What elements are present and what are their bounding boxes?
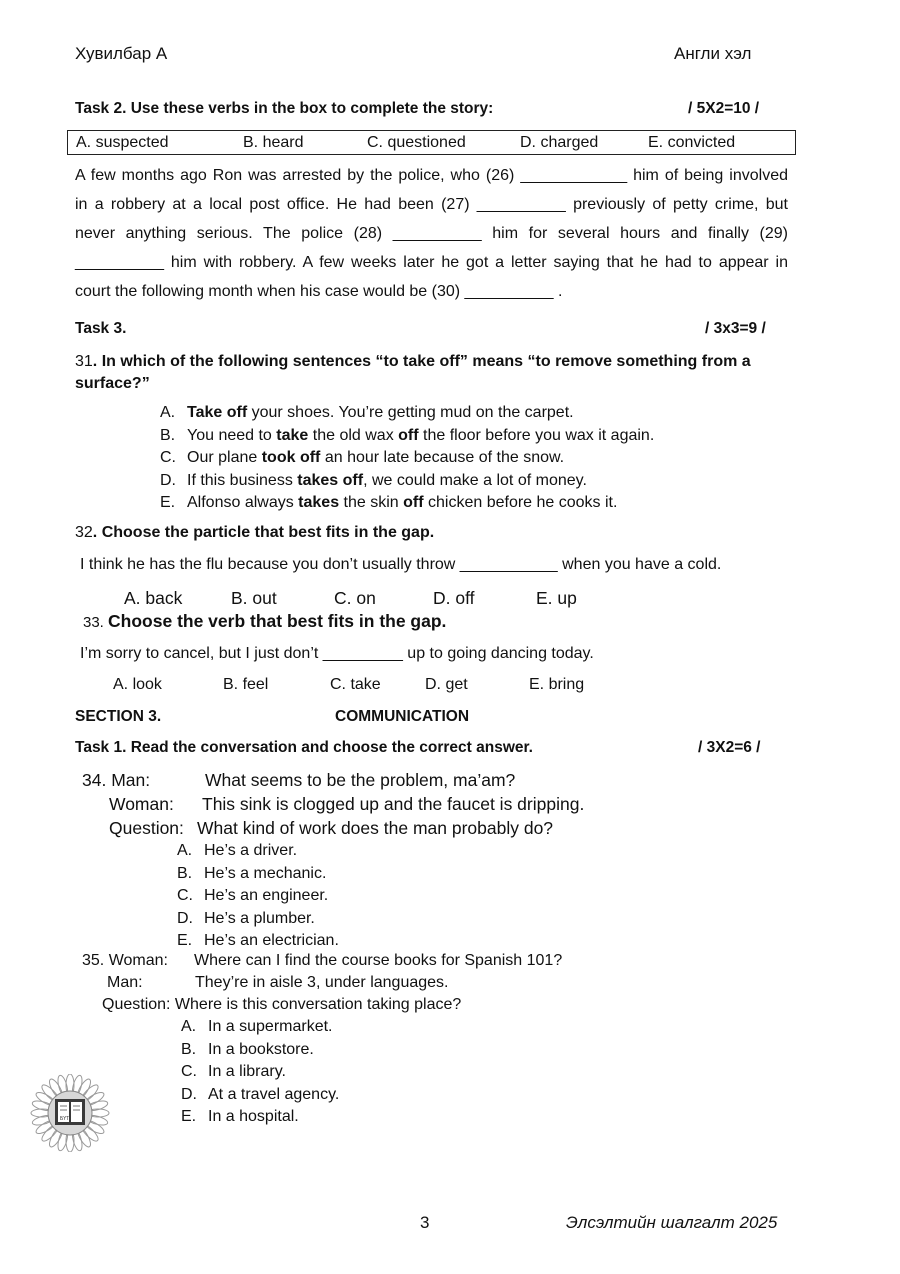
option-letter: D. xyxy=(181,1085,197,1103)
q34-option xyxy=(177,910,339,933)
page-number: 3 xyxy=(420,1213,430,1232)
story-line: court the following month when his case would be (30) __________ . xyxy=(75,283,563,300)
option-text: takes off xyxy=(297,471,364,489)
q32-option: D. off xyxy=(433,588,475,608)
q34-question-text: What kind of work does the man probably do? xyxy=(197,818,554,838)
option-text: If this business xyxy=(187,471,298,489)
option-letter: B. xyxy=(177,864,193,882)
q35-options xyxy=(181,1018,339,1131)
q31-option xyxy=(160,449,654,472)
q31-option xyxy=(160,472,654,495)
q33-number: 33. xyxy=(83,614,109,631)
q33-option: B. feel xyxy=(223,676,269,693)
option-text: He’s a driver. xyxy=(204,842,298,859)
option-text: At a travel agency. xyxy=(208,1085,340,1103)
subject-label: Англи хэл xyxy=(674,44,752,63)
option-letter: C. xyxy=(177,887,193,904)
task1-score: / 3X2=6 / xyxy=(698,739,761,756)
option-letter: D. xyxy=(160,471,176,489)
task2-score: / 5X2=10 / xyxy=(688,100,760,117)
option-text: Take off xyxy=(187,404,248,421)
story-line: __________ him with robbery. A few weeks later he got a letter saying that he had to appear in xyxy=(75,254,788,271)
q35-option xyxy=(181,1086,339,1109)
option-text: the old wax xyxy=(308,426,399,444)
q34-man-text: What seems to be the problem, ma’am? xyxy=(205,770,516,790)
q31-options xyxy=(160,404,654,517)
q32-title: . Choose the particle that best fits in the gap. xyxy=(92,524,435,541)
option-text: He’s a plumber. xyxy=(204,909,315,927)
q32-sentence: I think he has the flu because you don’t usually throw ___________ when you have a cold. xyxy=(80,556,722,573)
q32-option: B. out xyxy=(231,588,277,608)
option-text: He’s an engineer. xyxy=(204,887,329,904)
verb-option: D. charged xyxy=(520,134,599,151)
q32-option: C. on xyxy=(334,588,376,608)
option-text: In a library. xyxy=(208,1063,286,1080)
option-letter: A. xyxy=(177,842,193,859)
q35-question: Question: Where is this conversation taking place? xyxy=(102,996,462,1013)
q34-options xyxy=(177,842,339,955)
exam-name: Элсэлтийн шалгалт 2025 xyxy=(566,1213,778,1232)
q31-question-cont: surface?” xyxy=(75,375,150,392)
q32-number: 32 xyxy=(75,524,93,541)
verb-box xyxy=(67,130,796,155)
q31-option xyxy=(160,404,654,427)
option-letter: E. xyxy=(181,1108,197,1125)
option-letter: A. xyxy=(160,404,176,421)
q35-option xyxy=(181,1018,339,1041)
seal-text: БҮТ xyxy=(60,1116,70,1122)
verb-option: C. questioned xyxy=(367,134,466,151)
q34-woman-text: This sink is clogged up and the faucet is dripping. xyxy=(202,794,585,814)
q35-option xyxy=(181,1063,339,1086)
section-name: COMMUNICATION xyxy=(335,708,470,725)
option-text: your shoes. You’re getting mud on the carpet. xyxy=(247,404,574,421)
q33-option: C. take xyxy=(330,676,381,693)
task2-title: Task 2. Use these verbs in the box to complete the story: xyxy=(75,100,494,117)
option-text: In a supermarket. xyxy=(208,1018,333,1035)
option-letter: E. xyxy=(177,932,193,949)
option-letter: D. xyxy=(177,909,193,927)
q35-option xyxy=(181,1108,339,1131)
q31-option xyxy=(160,494,654,517)
option-text: Our plane xyxy=(187,449,262,466)
q34-man-label: 34. Man: xyxy=(82,770,151,790)
story-line: in a robbery at a local post office. He had been (27) __________ previously of petty crime, but xyxy=(75,196,788,213)
option-text: take xyxy=(276,426,309,444)
option-text: an hour late because of the snow. xyxy=(320,449,565,466)
option-text: He’s a mechanic. xyxy=(204,864,327,882)
q35-man-label: Man: xyxy=(107,974,143,991)
option-letter: B. xyxy=(160,426,176,444)
option-text: chicken before he cooks it. xyxy=(423,494,618,511)
story-line: never anything serious. The police (28) __________ him for several hours and finally (29) xyxy=(75,225,788,242)
book-seal-icon xyxy=(28,1074,112,1152)
section-label: SECTION 3. xyxy=(75,708,162,725)
q33-sentence: I’m sorry to cancel, but I just don’t _________ up to going dancing today. xyxy=(80,645,594,662)
option-text: took off xyxy=(261,449,321,466)
q31-option xyxy=(160,427,654,450)
q32-option: A. back xyxy=(124,588,183,608)
task3-title: Task 3. xyxy=(75,320,127,337)
q34-question-label: Question: xyxy=(109,818,184,838)
option-text: You need to xyxy=(187,426,277,444)
task3-score: / 3x3=9 / xyxy=(705,320,766,337)
q33-option: A. look xyxy=(113,676,162,693)
q32-option: E. up xyxy=(536,588,577,608)
variant-label: Хувилбар А xyxy=(75,44,168,63)
option-text: off xyxy=(403,494,424,511)
option-text: , we could make a lot of money. xyxy=(363,471,587,489)
option-text: In a bookstore. xyxy=(208,1040,314,1058)
q33-title: Choose the verb that best fits in the gap. xyxy=(108,611,447,631)
option-letter: E. xyxy=(160,494,176,511)
story-line: A few months ago Ron was arrested by the police, who (26) ____________ him of being involved xyxy=(75,167,788,184)
q35-option xyxy=(181,1041,339,1064)
option-letter: B. xyxy=(181,1040,197,1058)
seal-logo xyxy=(28,1074,112,1152)
q35-woman-label: 35. Woman: xyxy=(82,952,168,969)
option-text: He’s an electrician. xyxy=(204,932,339,949)
option-text: the floor before you wax it again. xyxy=(418,426,655,444)
q33-option: D. get xyxy=(425,676,468,693)
verb-option: B. heard xyxy=(243,134,304,151)
q35-man-text: They’re in aisle 3, under languages. xyxy=(195,974,449,991)
option-text: off xyxy=(398,426,419,444)
story-text xyxy=(75,164,788,309)
q31-prompt xyxy=(75,351,788,395)
q34-option xyxy=(177,842,339,865)
verb-option: E. convicted xyxy=(648,134,736,151)
option-text: Alfonso always xyxy=(187,494,299,511)
verb-option: A. suspected xyxy=(76,134,169,151)
q31-number: 31 xyxy=(75,353,93,370)
q32-prompt xyxy=(75,524,434,542)
q34-woman-label: Woman: xyxy=(109,794,174,814)
option-letter: A. xyxy=(181,1018,197,1035)
task1-title: Task 1. Read the conversation and choose the correct answer. xyxy=(75,739,533,756)
q31-question: . In which of the following sentences “to take off” means “to remove something from a xyxy=(92,353,751,370)
option-text: In a hospital. xyxy=(208,1108,299,1125)
option-letter: C. xyxy=(160,449,176,466)
q35-woman-text: Where can I find the course books for Spanish 101? xyxy=(194,952,563,969)
option-text: the skin xyxy=(339,494,404,511)
q34-option xyxy=(177,887,339,910)
q33-option: E. bring xyxy=(529,676,585,693)
option-text: takes xyxy=(298,494,340,511)
q34-option xyxy=(177,865,339,888)
q33-prompt xyxy=(83,611,446,632)
option-letter: C. xyxy=(181,1063,197,1080)
